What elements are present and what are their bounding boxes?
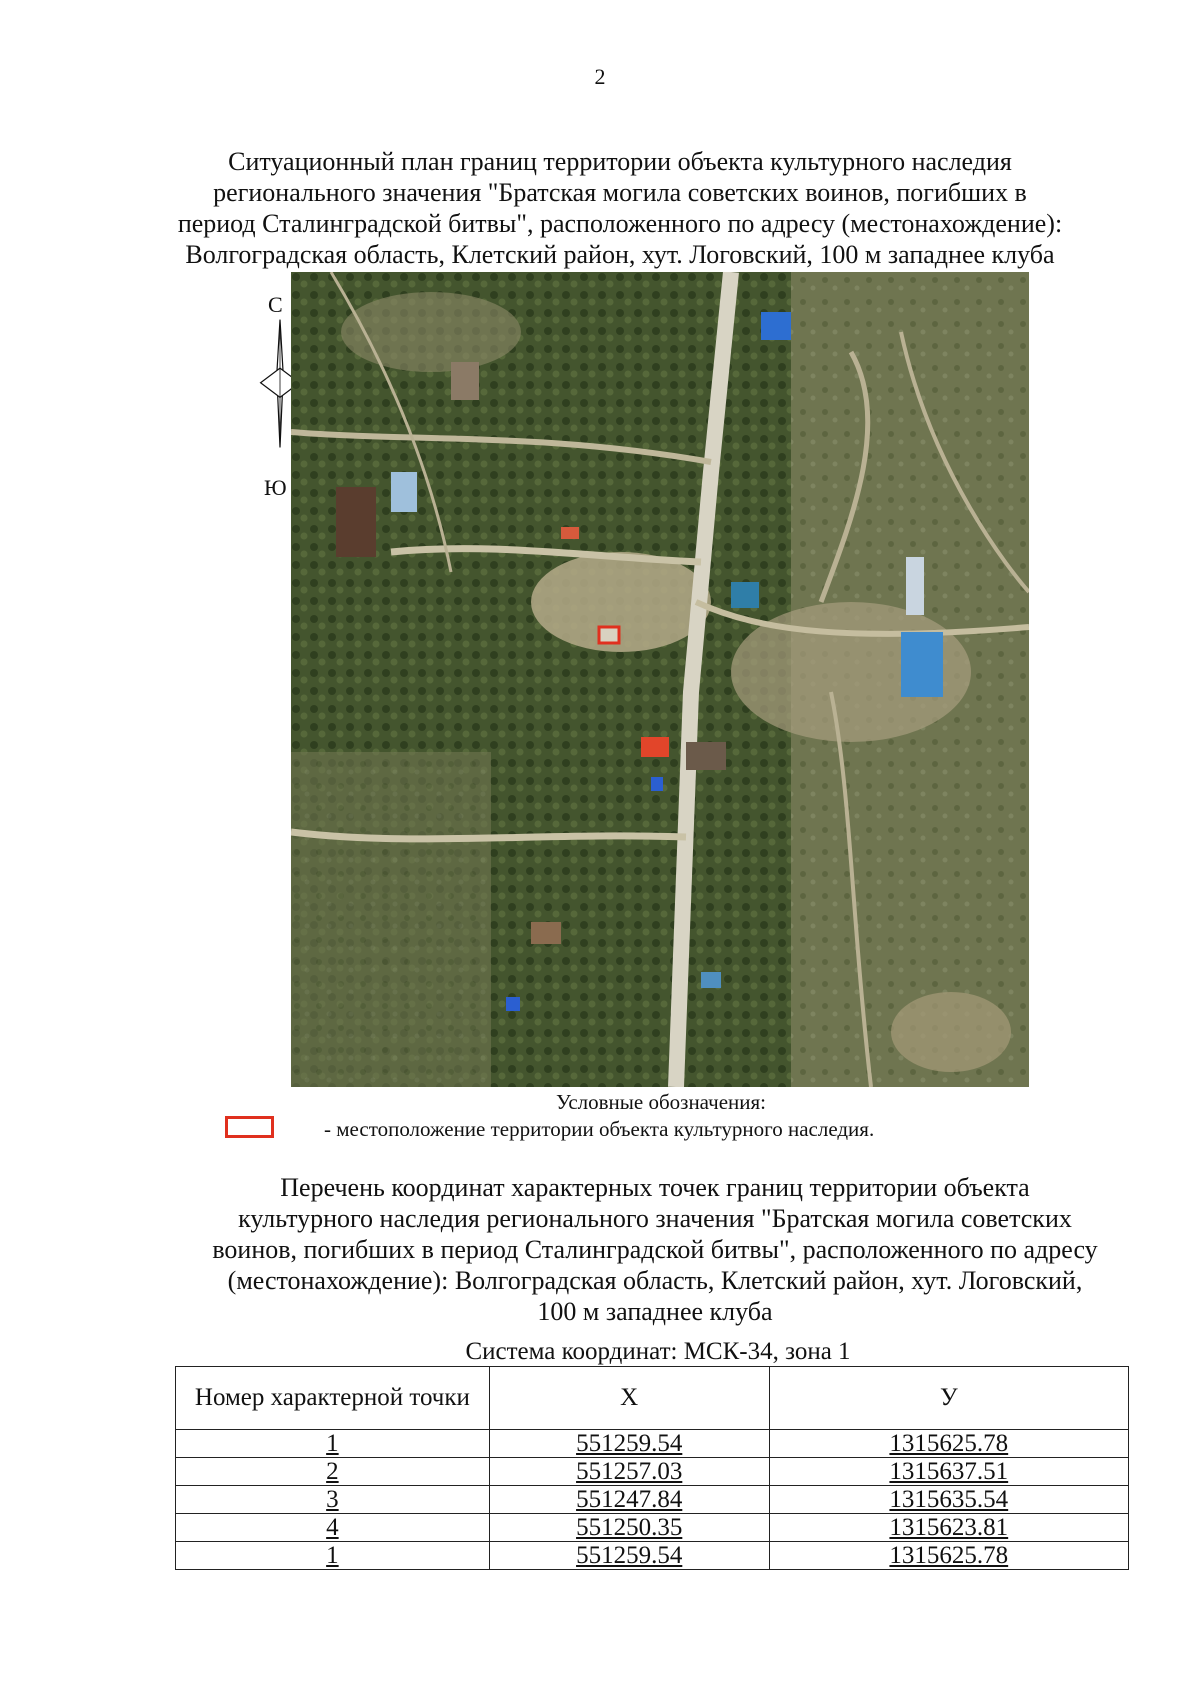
compass-south-label: Ю — [264, 475, 287, 500]
cell-x: 551257.03 — [489, 1458, 769, 1486]
table-row — [176, 1486, 1129, 1514]
table-row — [176, 1514, 1129, 1542]
cell-point: 1 — [176, 1542, 490, 1570]
header-y: У — [769, 1367, 1128, 1430]
coordinate-system-label: Система координат: МСК-34, зона 1 — [465, 1338, 851, 1365]
situation-plan-title — [160, 146, 1080, 270]
cell-y: 1315625.78 — [769, 1430, 1128, 1458]
title-line: 100 м западнее клуба — [537, 1297, 773, 1326]
title-line: воинов, погибших в период Сталинградской битвы", расположенного по адресу — [212, 1235, 1098, 1264]
title-line: Ситуационный план границ территории объекта культурного наследия — [228, 147, 1012, 176]
header-x: Х — [489, 1367, 769, 1430]
cell-y: 1315623.81 — [769, 1514, 1128, 1542]
table-row — [176, 1458, 1129, 1486]
cell-x: 551259.54 — [489, 1430, 769, 1458]
cell-x: 551250.35 — [489, 1514, 769, 1542]
cell-point: 2 — [176, 1458, 490, 1486]
legend-swatch — [225, 1116, 274, 1138]
table-row — [176, 1430, 1129, 1458]
cell-point: 3 — [176, 1486, 490, 1514]
cell-point: 1 — [176, 1430, 490, 1458]
legend-title: Условные обозначения: — [555, 1090, 767, 1114]
title-line: культурного наследия регионального значения "Братская могила советских — [238, 1204, 1072, 1233]
cell-point: 4 — [176, 1514, 490, 1542]
legend-item-text: - местоположение территории объекта культурного наследия. — [324, 1117, 875, 1141]
cell-y: 1315635.54 — [769, 1486, 1128, 1514]
satellite-map — [291, 272, 1029, 1087]
coordinates-list-title — [160, 1172, 1150, 1327]
compass-north-label: С — [268, 292, 283, 317]
table-header-row — [176, 1367, 1129, 1430]
title-line: Перечень координат характерных точек границ территории объекта — [280, 1173, 1030, 1202]
heritage-site-marker — [599, 627, 619, 643]
cell-y: 1315625.78 — [769, 1542, 1128, 1570]
table-row — [176, 1542, 1129, 1570]
coordinates-table — [175, 1366, 1129, 1570]
cell-x: 551259.54 — [489, 1542, 769, 1570]
page-number: 2 — [594, 64, 606, 89]
title-line: Волгоградская область, Клетский район, хут. Логовский, 100 м западнее клуба — [185, 240, 1055, 269]
title-line: регионального значения "Братская могила советских воинов, погибших в — [213, 178, 1027, 207]
header-point: Номер характерной точки — [176, 1367, 490, 1430]
title-line: (местонахождение): Волгоградская область, Клетский район, хут. Логовский, — [227, 1266, 1083, 1295]
cell-x: 551247.84 — [489, 1486, 769, 1514]
cell-y: 1315637.51 — [769, 1458, 1128, 1486]
title-line: период Сталинградской битвы", расположенного по адресу (местонахождение): — [177, 209, 1063, 238]
